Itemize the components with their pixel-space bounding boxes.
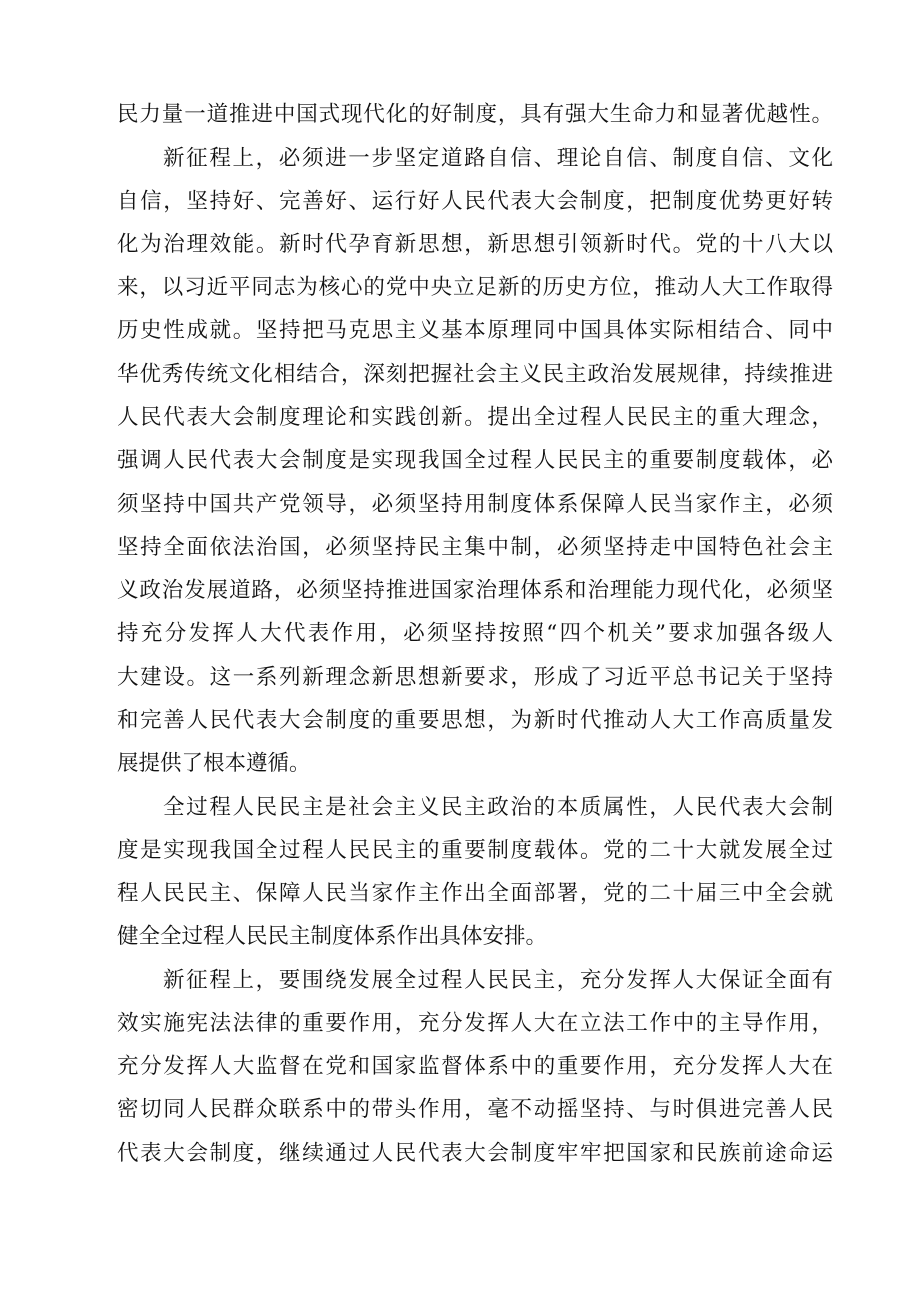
text-line: 和完善人民代表大会制度的重要思想，为新时代推动人大工作高质量发 xyxy=(117,708,833,733)
text-line: 化为治理效能。新时代孕育新思想，新思想引领新时代。党的十八大以 xyxy=(117,232,833,257)
text-line: 度是实现我国全过程人民民主的重要制度载体。党的二十大就发展全过 xyxy=(117,838,833,863)
text-line: 展提供了根本遵循。 xyxy=(117,751,311,776)
text-line: 华优秀传统文化相结合，深刻把握社会主义民主政治发展规律，持续推进 xyxy=(117,362,833,387)
text-line: 新征程上，必须进一步坚定道路自信、理论自信、制度自信、文化 xyxy=(163,146,833,171)
text-line: 密切同人民群众联系中的带头作用，毫不动摇坚持、与时俱进完善人民 xyxy=(117,1097,833,1122)
text-line: 须坚持中国共产党领导，必须坚持用制度体系保障人民当家作主，必须 xyxy=(117,492,833,517)
text-line: 义政治发展道路，必须坚持推进国家治理体系和治理能力现代化，必须坚 xyxy=(117,578,833,603)
text-line: 大建设。这一系列新理念新思想新要求，形成了习近平总书记关于坚持 xyxy=(117,665,833,690)
text-line: 自信，坚持好、完善好、运行好人民代表大会制度，把制度优势更好转 xyxy=(117,189,833,214)
text-line: 强调人民代表大会制度是实现我国全过程人民民主的重要制度载体，必 xyxy=(117,448,833,473)
text-line: 民力量一道推进中国式现代化的好制度，具有强大生命力和显著优越性。 xyxy=(117,102,833,127)
text-line: 新征程上，要围绕发展全过程人民民主，充分发挥人大保证全面有 xyxy=(163,968,833,993)
text-line: 持充分发挥人大代表作用，必须坚持按照“四个机关”要求加强各级人 xyxy=(117,621,833,646)
text-line: 全过程人民民主是社会主义民主政治的本质属性，人民代表大会制 xyxy=(163,795,833,820)
text-line: 来，以习近平同志为核心的党中央立足新的历史方位，推动人大工作取得 xyxy=(117,275,833,300)
text-line: 充分发挥人大监督在党和国家监督体系中的重要作用，充分发挥人大在 xyxy=(117,1054,833,1079)
text-line: 历史性成就。坚持把马克思主义基本原理同中国具体实际相结合、同中 xyxy=(117,318,833,343)
text-line: 坚持全面依法治国，必须坚持民主集中制，必须坚持走中国特色社会主 xyxy=(117,535,833,560)
text-line: 程人民民主、保障人民当家作主作出全面部署，党的二十届三中全会就 xyxy=(117,881,833,906)
text-line: 人民代表大会制度理论和实践创新。提出全过程人民民主的重大理念， xyxy=(117,405,833,430)
text-line: 效实施宪法法律的重要作用，充分发挥人大在立法工作中的主导作用， xyxy=(117,1011,833,1036)
text-line: 健全全过程人民民主制度体系作出具体安排。 xyxy=(117,924,548,949)
text-line: 代表大会制度，继续通过人民代表大会制度牢牢把国家和民族前途命运 xyxy=(117,1141,833,1166)
